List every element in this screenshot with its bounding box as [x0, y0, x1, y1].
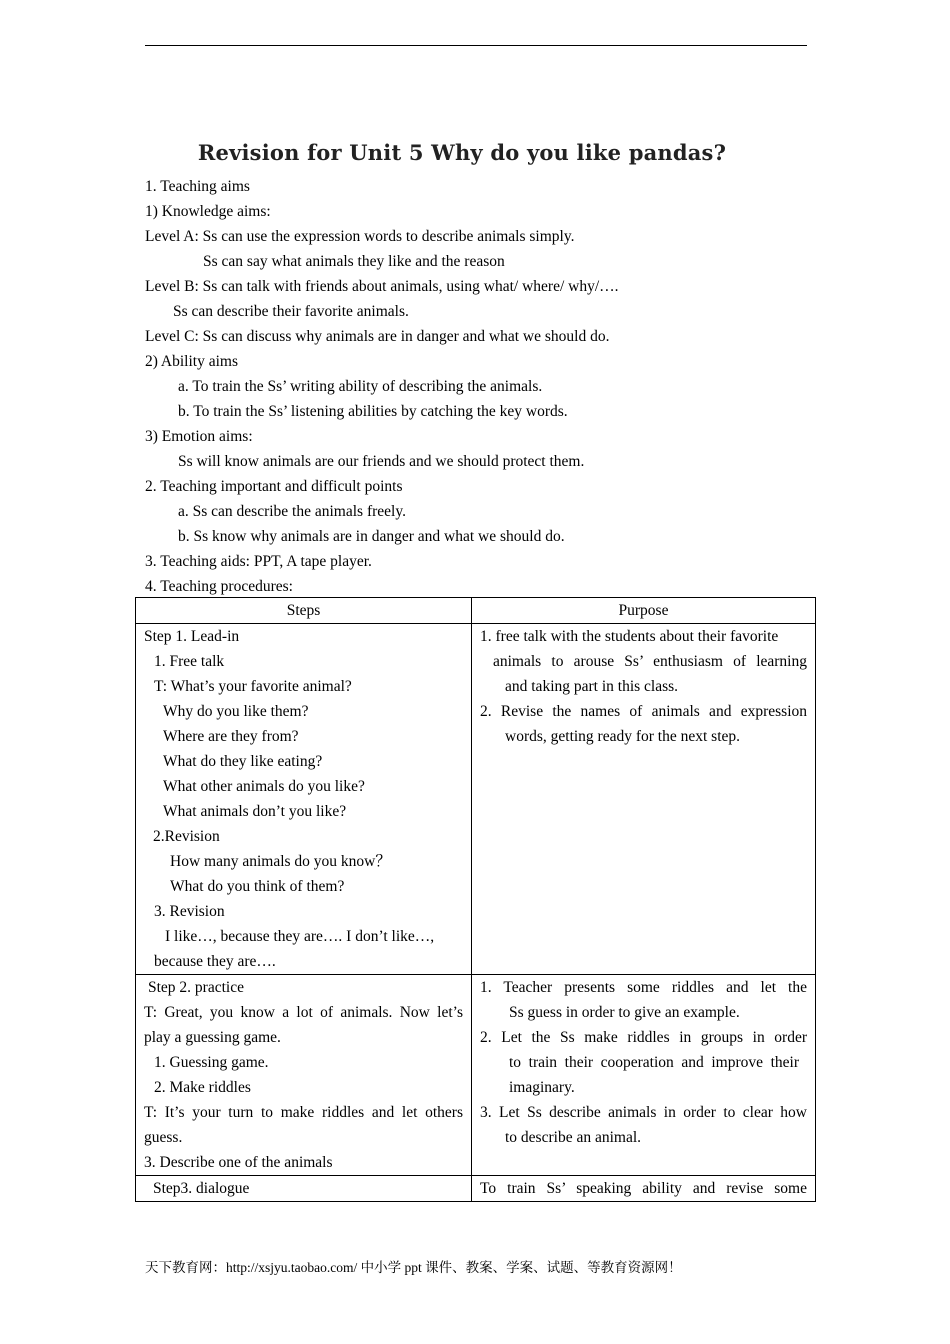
cell-line: What other animals do you like?	[163, 778, 365, 795]
text-line: 1) Knowledge aims:	[145, 203, 271, 220]
document-title: Revision for Unit 5 Why do you like pandas?	[197, 140, 727, 165]
purpose-cell	[472, 1176, 816, 1202]
table-header-row	[136, 598, 816, 624]
text-line: 3. Teaching aids: PPT, A tape player.	[145, 553, 372, 570]
column-header-purpose: Purpose	[472, 598, 816, 624]
cell-line: 1. Free talk	[154, 653, 225, 670]
cell-line-text: 2. Let the Ss make riddles in groups in order	[480, 1029, 807, 1046]
cell-line: guess.	[144, 1129, 183, 1146]
cell-line: 1. free talk with the students about their favorite	[480, 628, 779, 645]
cell-line: imaginary.	[509, 1079, 575, 1096]
cell-line-text: T: Great, you know a lot of animals. Now let’s	[144, 1004, 463, 1021]
cell-line: What do you think of them?	[170, 878, 345, 895]
cell-line: because they are….	[154, 953, 276, 970]
text-line: 3) Emotion aims:	[145, 428, 253, 445]
cell-line	[136, 1000, 471, 1025]
cell-line-text: to train their cooperation and improve their	[509, 1054, 799, 1071]
cell-line: 2.Revision	[153, 828, 220, 845]
cell-line	[472, 649, 815, 674]
text-line: Ss can say what animals they like and the reason	[203, 253, 505, 270]
steps-cell	[136, 1176, 472, 1202]
cell-line: Step 1. Lead-in	[144, 628, 240, 645]
cell-line: What animals don’t you like?	[163, 803, 347, 820]
steps-cell	[136, 975, 472, 1176]
cell-line	[136, 1100, 471, 1125]
text-line: Level B: Ss can talk with friends about animals, using what/ where/ why/….	[145, 278, 619, 295]
cell-line: Where are they from?	[163, 728, 299, 745]
page-footer: 天下教育网：http://xsjyu.taobao.com/ 中小学 ppt 课件、教案、学案、试题、等教育资源网！	[145, 1260, 682, 1275]
header-rule	[145, 45, 807, 46]
cell-line	[472, 1100, 815, 1125]
text-line: Level C: Ss can discuss why animals are in danger and what we should do.	[145, 328, 610, 345]
text-line: 1. Teaching aims	[145, 178, 250, 195]
text-line: b. Ss know why animals are in danger and what we should do.	[178, 528, 565, 545]
cell-line-text: 1. Teacher presents some riddles and let the	[480, 979, 807, 996]
cell-line: What do they like eating?	[163, 753, 323, 770]
cell-line: How many animals do you know？	[170, 853, 391, 870]
cell-line-text: To train Ss’ speaking ability and revise some	[480, 1180, 807, 1197]
text-line: 2. Teaching important and difficult points	[145, 478, 403, 495]
cell-line: 3. Describe one of the animals	[144, 1154, 333, 1171]
cell-line-text: T: It’s your turn to make riddles and let others	[144, 1104, 463, 1121]
cell-line	[472, 1025, 815, 1050]
cell-line	[472, 975, 815, 1000]
cell-line: I like…, because they are…. I don’t like…,	[165, 928, 435, 945]
cell-line: play a guessing game.	[144, 1029, 281, 1046]
cell-line: to describe an animal.	[505, 1129, 642, 1146]
cell-line: and taking part in this class.	[505, 678, 679, 695]
cell-line: Step 2. practice	[148, 979, 244, 996]
purpose-cell	[472, 975, 816, 1176]
cell-line: 3. Revision	[154, 903, 225, 920]
cell-line: Step3. dialogue	[153, 1180, 250, 1197]
cell-line	[472, 699, 815, 724]
cell-line-text: 3. Let Ss describe animals in order to clear how	[480, 1104, 807, 1121]
cell-line: Why do you like them?	[163, 703, 309, 720]
column-header-steps: Steps	[136, 598, 472, 624]
cell-line: 1. Guessing game.	[154, 1054, 269, 1071]
table-row	[136, 624, 816, 975]
teaching-procedures-table	[135, 597, 816, 1202]
text-line: 2) Ability aims	[145, 353, 238, 370]
table-row	[136, 975, 816, 1176]
table-row	[136, 1176, 816, 1202]
cell-line: words, getting ready for the next step.	[505, 728, 741, 745]
text-line: a. Ss can describe the animals freely.	[178, 503, 406, 520]
text-line: Ss will know animals are our friends and we should protect them.	[178, 453, 585, 470]
text-line: b. To train the Ss’ listening abilities by catching the key words.	[178, 403, 568, 420]
text-line: a. To train the Ss’ writing ability of describing the animals.	[178, 378, 543, 395]
cell-line: Ss guess in order to give an example.	[509, 1004, 740, 1021]
text-line: Ss can describe their favorite animals.	[173, 303, 409, 320]
text-line: Level A: Ss can use the expression words to describe animals simply.	[145, 228, 575, 245]
cell-line: 2. Make riddles	[154, 1079, 251, 1096]
cell-line	[472, 1050, 815, 1075]
text-line: 4. Teaching procedures:	[145, 578, 293, 595]
steps-cell	[136, 624, 472, 975]
cell-line: T: What’s your favorite animal?	[154, 678, 352, 695]
purpose-cell	[472, 624, 816, 975]
cell-line-text: 2. Revise the names of animals and expression	[480, 703, 807, 720]
cell-line	[472, 1176, 815, 1201]
cell-line-text: animals to arouse Ss’ enthusiasm of learning	[493, 653, 807, 670]
